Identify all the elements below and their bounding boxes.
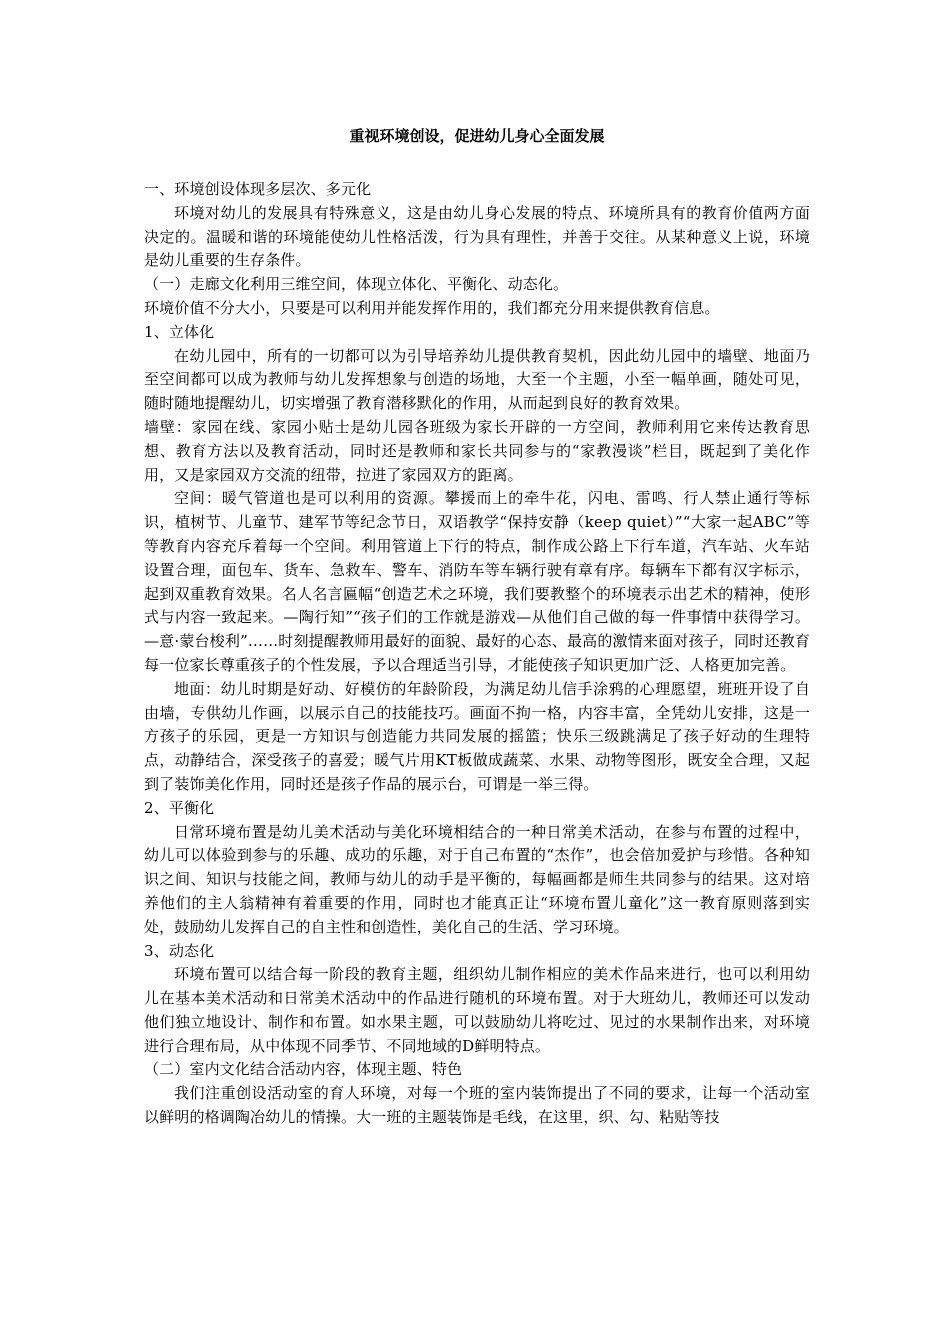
paragraph: 日常环境布置是幼儿美术活动与美化环境相结合的一种日常美术活动，在参与布置的过程中，幼儿可以体验到参与的乐趣、成功的乐趣，对于自己布置的“杰作”，也会倍加爱护与珍惜。各种知识之间、知识与技能之间，教师与幼儿的动手是平衡的，每幅画都是师生共同参与的结果。这对培养他们的主人翁精神有着重要的作用，同时也才能真正让“环境布置儿童化”这一教育原则落到实处，鼓励幼儿发挥自己的自主性和创造性，美化自己的生活、学习环境。 bbox=[144, 822, 810, 936]
paragraph: 在幼儿园中，所有的一切都可以为引导培养幼儿提供教育契机，因此幼儿园中的墙壁、地面乃至空间都可以成为教师与幼儿发挥想象与创造的场地，大至一个主题，小至一幅单画，随处可见，随时随地提醒幼儿，切实增强了教育潜移默化的作用，从而起到良好的教育效果。 bbox=[144, 346, 810, 413]
item-heading-2: 2、平衡化 bbox=[144, 798, 215, 817]
document-body bbox=[144, 178, 810, 1130]
subsection-heading-1: （一）走廊文化利用三维空间，体现立体化、平衡化、动态化。 bbox=[144, 275, 569, 294]
paragraph: 环境布置可以结合每一阶段的教育主题，组织幼儿制作相应的美术作品来进行，也可以利用幼儿在基本美术活动和日常美术活动中的作品进行随机的环境布置。对于大班幼儿，教师还可以发动他们独立地设计、制作和布置。如水果主题，可以鼓励幼儿将吃过、见过的水果制作出来，对环境进行合理布局，从中体现不同季节、不同地域的D鲜明特点。 bbox=[144, 965, 810, 1055]
paragraph: 环境价值不分大小，只要是可以利用并能发挥作用的，我们都充分用来提供教育信息。 bbox=[144, 298, 720, 317]
section-heading-1: 一、环境创设体现多层次、多元化 bbox=[144, 180, 372, 198]
item-heading-1: 1、立体化 bbox=[144, 322, 215, 341]
paragraph: 环境对幼儿的发展具有特殊意义，这是由幼儿身心发展的特点、环境所具有的教育价值两方面决定的。温暖和谐的环境能使幼儿性格活泼，行为具有理性，并善于交往。从某种意义上说，环境是幼儿重要的生存条件。 bbox=[144, 203, 810, 270]
paragraph-walls: 墙壁：家园在线、家园小贴士是幼儿园各班级为家长开辟的一方空间，教师利用它来传达教育思想、教育方法以及教育活动，同时还是教师和家长共同参与的“家教漫谈”栏目，既起到了美化作用，又是家园双方交流的纽带，拉进了家园双方的距离。 bbox=[144, 417, 810, 484]
paragraph-space: 空间：暖气管道也是可以利用的资源。攀援而上的牵牛花，闪电、雷鸣、行人禁止通行等标识，植树节、儿童节、建军节等纪念节日，双语教学“保持安静（keep quiet）”“大家一起ABC”等等教育内容充斥着每一个空间。利用管道上下行的特点，制作成公路上下行车道，汽车站、火车站设置合理，面包车、货车、急救车、警车、消防车等车辆行驶有章有序。每辆车下都有汉字标示，起到双重教育效果。名人名言匾幅“创造艺术之环境，我们要教整个的环境表示出艺术的精神，使形式与内容一致起来。—陶行知”“孩子们的工作就是游戏—从他们自己做的每一件事情中获得学习。—意·蒙台梭利”……时刻提醒教师用最好的面貌、最好的心态、最高的激情来面对孩子，同时还教育每一位家长尊重孩子的个性发展，予以合理适当引导，才能使孩子知识更加广泛、人格更加完善。 bbox=[144, 489, 810, 674]
document-title: 重视环境创设，促进幼儿身心全面发展 bbox=[349, 127, 605, 145]
document-page bbox=[144, 124, 810, 1130]
subsection-heading-2: （二）室内文化结合活动内容，体现主题、特色 bbox=[144, 1060, 463, 1079]
paragraph: 我们注重创设活动室的育人环境，对每一个班的室内装饰提出了不同的要求，让每一个活动室以鲜明的格调陶冶幼儿的情操。大一班的主题装饰是毛线，在这里，织、勾、粘贴等技 bbox=[144, 1084, 810, 1127]
paragraph-ground: 地面：幼儿时期是好动、好模仿的年龄阶段，为满足幼儿信手涂鸦的心理愿望，班班开设了自由墙，专供幼儿作画，以展示自己的技能技巧。画面不拘一格，内容丰富，全凭幼儿安排，这是一方孩子的乐园，更是一方知识与创造能力共同发展的摇篮；快乐三级跳满足了孩子好动的生理特点，动静结合，深受孩子的喜爱；暖气片用KT板做成蔬菜、水果、动物等图形，既安全合理，又起到了装饰美化作用，同时还是孩子作品的展示台，可谓是一举三得。 bbox=[144, 679, 810, 793]
item-heading-3: 3、动态化 bbox=[144, 941, 215, 960]
